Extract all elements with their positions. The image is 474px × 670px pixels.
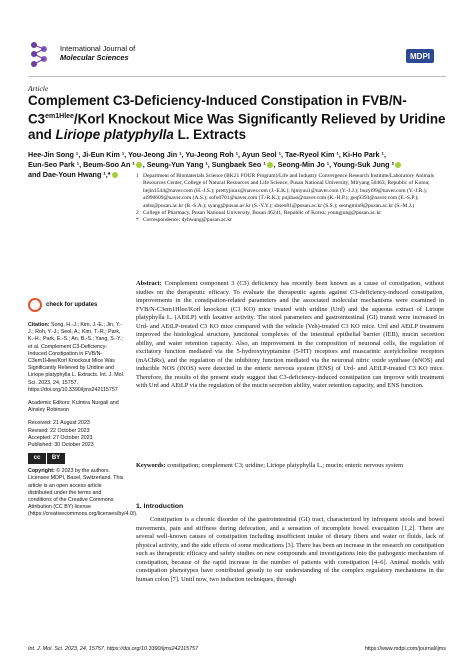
academic-editors <box>28 400 126 414</box>
editors-label: Academic Editors: <box>28 400 71 407</box>
authors-line2b: , Seung-Yun Yang ¹, Sungbaek Seo ¹ <box>142 160 266 169</box>
page-footer <box>28 646 446 652</box>
check-updates-icon <box>28 298 42 312</box>
footer-journal-link[interactable]: https://www.mdpi.com/journal/ijms <box>364 646 446 652</box>
title-part3: L. Extracts <box>173 127 247 143</box>
journal-line1: International Journal of <box>60 44 136 53</box>
copyright-text: © 2023 by the authors. Licensee MDPI, Basel, Switzerland. This article is an open access article distributed under the terms and conditions of the Creative Commons Attribution (CC BY) license (https://creativecommons.org/licenses/by/4.0/). <box>28 468 138 518</box>
orcid-icon[interactable] <box>267 162 273 168</box>
affiliation-num: * <box>136 217 139 224</box>
title-sup: em1Hlee <box>45 112 74 120</box>
title-italic: Liriope platyphylla <box>55 127 174 143</box>
check-updates-button[interactable] <box>28 298 126 312</box>
copyright-label: Copyright: <box>28 468 55 475</box>
orcid-icon[interactable] <box>136 162 142 168</box>
keywords-text: constipation; complement C3; uridine; Liriope platyphylla L.; mucin; enteric nervous system <box>167 462 404 469</box>
mdpi-logo[interactable]: MDPI <box>406 49 434 63</box>
journal-line2: Molecular Sciences <box>60 53 129 62</box>
cc-license-badge[interactable] <box>28 453 126 464</box>
affiliation-num: 1 <box>136 173 139 179</box>
keywords <box>136 462 444 471</box>
title-part2: /Korl Knockout Mice Was Significantly Relieved by Uridine and <box>28 111 446 143</box>
authors-line2c: , Seong-Min Jo ¹, Young-Suk Jung ² <box>273 160 394 169</box>
affiliation-text: College of Pharmacy, Pusan National University, Busan 46241, Republic of Korea; youngjung@pusan.ac.kr <box>143 210 382 217</box>
correspondence-text: Correspondence: dyhwang@pusan.ac.kr <box>143 217 232 224</box>
affiliation-item <box>136 210 441 217</box>
article-type: Article <box>28 84 49 93</box>
abstract-text: Complement component 3 (C3) deficiency has recently been known as a cause of constipation, without studies on the therapeutic efficacy. To evaluate the therapeutic agents against C3-deficiency-induced constipation, improvements in the constipation-related parameters and the associated molecular mechanisms were examined in FVB/N-C3em1Hlee/Korl knockout (C3 KO) mice treated with uridine (Urd) and the aqueous extract of Liriope platyphylla L. (AEtLP) with laxative activity. The stool parameters and gastrointestinal (GI) transit were increased in Urd- and AEtLP-treated C3 KO mice compared with the vehicle (Veh)-treated C3 KO mice. Urd and AEtLP treatment improved the histological structure, junctional complexes of the intestinal epithelial barrier (IEB), mucin secretion ability, and water retention capacity. Also, an improvement in the composition of neuronal cells, the regulation of excitatory function mediated via the 5-hydroxytryptamine (5-HT) receptors and muscarinic acetylcholine receptors (mAChRs), and the regulation of the inhibitory function mediated via the neuronal nitric oxide synthase (nNOS) and inducible NOS (iNOS) were detected in the enteric nervous system (ENS) of Urd- and AEtLP-treated C3 KO mice. Therefore, the results of the present study suggest that C3-deficiency-induced constipation can improve with treatment with Urd and AEtLP via the regulation of the mucin secretion ability, water retention capacity, and ENS function. <box>136 280 444 389</box>
published-date: Published: 30 October 2023 <box>28 442 94 449</box>
cc-icon: cc <box>28 453 46 464</box>
sidebar-info <box>28 298 138 525</box>
header-divider <box>28 76 446 77</box>
affiliations <box>136 173 441 225</box>
paper-title <box>28 93 448 143</box>
by-icon: BY <box>47 453 65 464</box>
citation <box>28 322 126 394</box>
citation-text: Song, H.-J.; Kim, J.-E.; Jin, Y.-J.; Roh, Y.-J.; Seol, A.; Kim, T.-R.; Park, K.-H.; Park, E.-S.; An, B.-S.; Yang, S.-Y.; et al. Complement C3-Deficiency-Induced Constipation in FVB/N-C3em1Hlee/Korl Knockout Mice Was Significantly Relieved by Uridine and Liriope platyphylla L. Extracts. Int. J. Mol. Sci. 2023, 24, 15757. https://doi.org/10.3390/ijms242115757 <box>28 322 125 393</box>
authors-line1: Hee-Jin Song ¹, Ji-Eun Kim ¹, You-Jeong Jin ¹, Yu-Jeong Roh ¹, Ayun Seol ¹, Tae-Ryeol Kim ¹, Ki-Ho Park ¹, <box>28 150 386 159</box>
journal-logo-icon <box>28 40 50 68</box>
title-part1: Complement C3-Deficiency-Induced Constipation in FVB/N-C3 <box>28 93 407 127</box>
intro-heading: 1. Introduction <box>136 503 184 510</box>
accepted-date: Accepted: 27 October 2023 <box>28 434 93 441</box>
affiliation-item <box>136 217 441 224</box>
revised-date: Revised: 22 October 2023 <box>28 427 90 434</box>
abstract <box>136 280 444 391</box>
orcid-icon[interactable] <box>395 162 401 168</box>
intro-paragraph: Constipation is a chronic disorder of the gastrointestinal (GI) tract, characterized by infrequent stools and bowel movements, pain and stiffness during defecation, and a sensation of incomplete bowel evacuation [1,2]. There are several well-known causes of constipation including insufficient intake of dietary fibers and water or fluids, lack of physical activity, and the side effects of some medications [3]. There has been an increase in the research on constipation such as therapeutic efficacy and safety studies on new compounds and investigations into the pathogenic mechanism of constipation, because of the rapid increase in the number of patients with constipation [4–6]. Animal models with constipation phenotypes have contributed greatly to our understanding of the complex regulatory mechanisms in the human colon [7]. Until now, two induction techniques, through <box>136 516 444 583</box>
orcid-icon[interactable] <box>112 172 118 178</box>
authors-line3: and Dae-Youn Hwang ¹,* <box>28 170 111 179</box>
affiliation-item <box>136 173 441 210</box>
footer-citation[interactable]: Int. J. Mol. Sci. 2023, 24, 15757. https://doi.org/10.3390/ijms242115757 <box>28 646 199 652</box>
journal-name <box>60 44 135 62</box>
affiliation-text: Department of Biomaterials Science (BK21 FOUR Program)/Life and Industry Convergence Research Institute/Laboratory Animals Resources Center, College of Natural Resources and Life Science, Pusan National University, Miryang 50463, Republic of Korea; hejin1544@naver.com (H.-J.S.); prettyjiunx@naver.com (J.-E.K.); hjmyuu1@naver.com (Y.-J.J.); buzyi99@naver.com (Y.-J.R.); ai990609@naver.com (A.S.); sofu0701@naver.com (T.-R.K.); pujihao@naver.com (K.-H.P.); geq9393@naver.com (E.-S.P.); anbs@pusan.ac.kr (B.-S.A.); syang@pusan.ac.kr (S.-Y.Y.); sbseo81@pusan.ac.kr (S.S.); seongmin8@pusan.ac.kr (S.-M.J.) <box>143 173 435 209</box>
affiliation-num: 2 <box>136 210 139 217</box>
editors-text: Kulmira Nurgali and Ainsley Robinson <box>28 400 119 414</box>
keywords-label: Keywords: <box>136 462 166 469</box>
authors-line2: Eun-Seo Park ¹, Beum-Soo An ¹ <box>28 160 135 169</box>
check-updates-label: check for updates <box>46 301 98 308</box>
abstract-label: Abstract: <box>136 280 162 287</box>
copyright <box>28 468 138 518</box>
received-date: Received: 21 August 2023 <box>28 420 90 427</box>
citation-label: Citation: <box>28 322 50 328</box>
